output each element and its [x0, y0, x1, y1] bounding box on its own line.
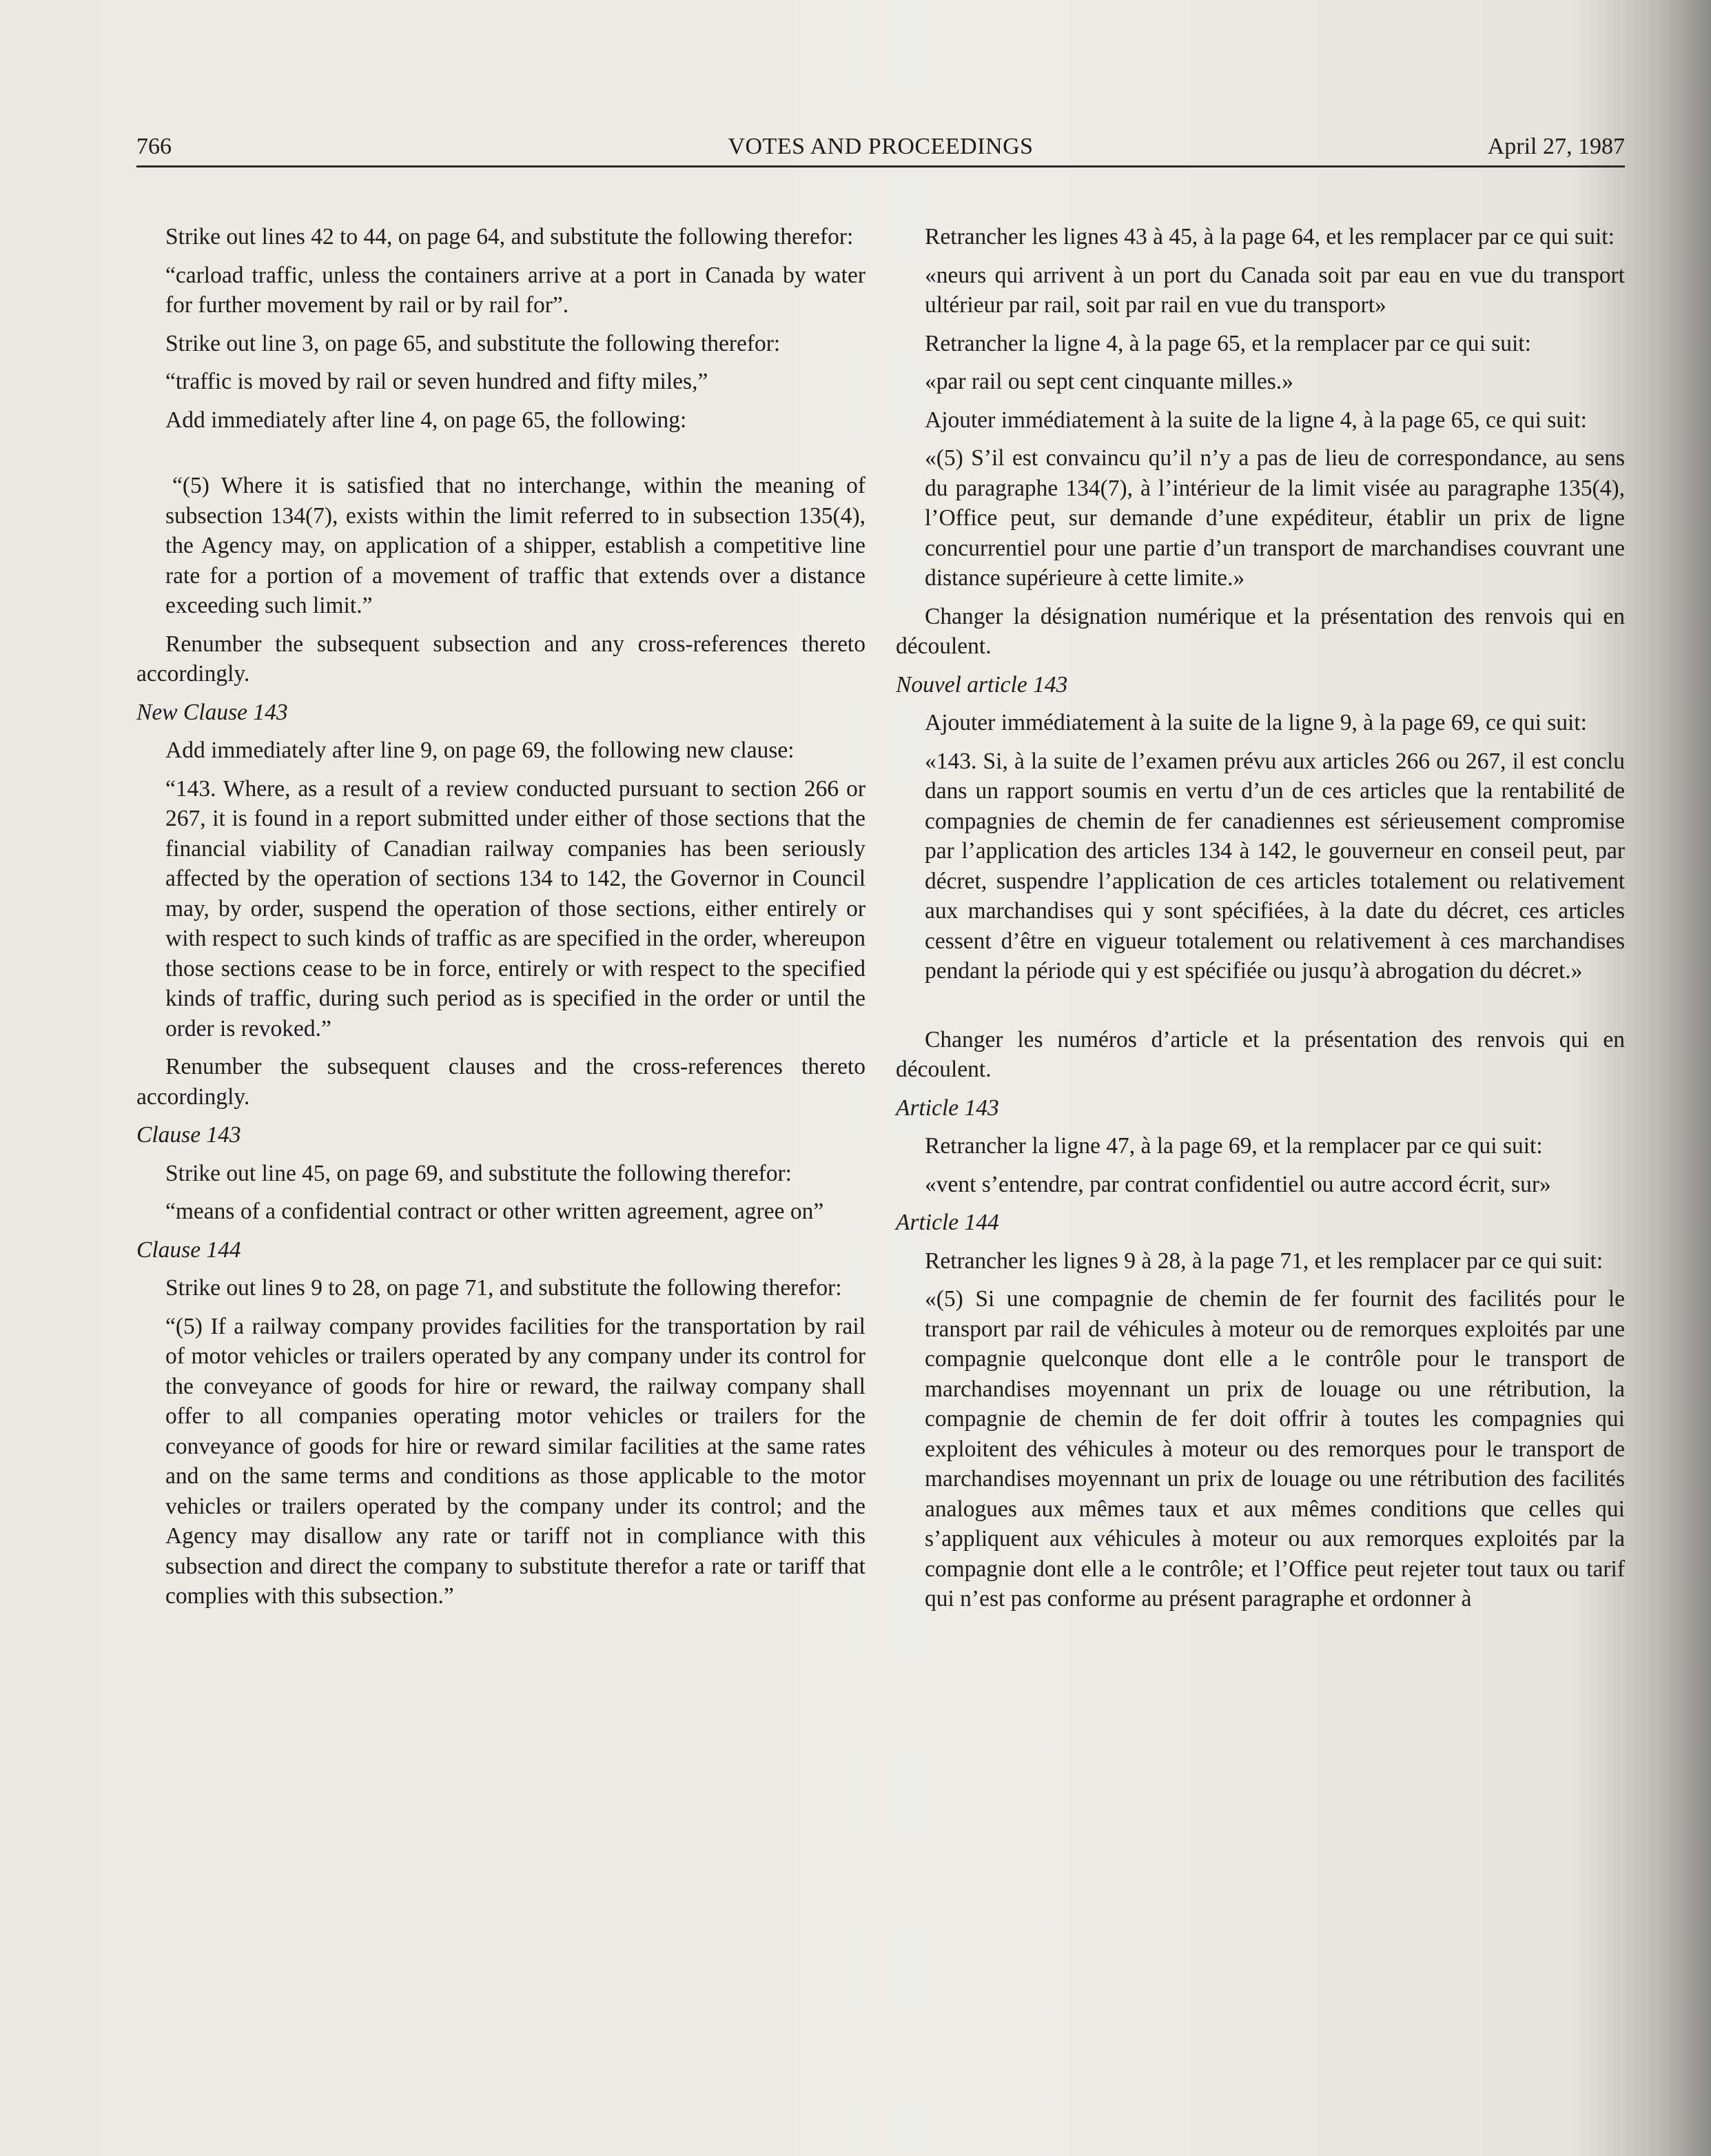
instruction-paragraph: Retrancher les lignes 9 à 28, à la page 71, et les remplacer par ce qui suit:: [925, 1248, 1604, 1274]
section-heading: New Clause 143: [136, 699, 288, 725]
quoted-text: «(5) S’il est convaincu qu’il n’y a pas de lieu de correspondance, au sens du paragraphe 134(7), à l’intérieur de la limit visée au paragraphe 135(4), l’Office peut, sur demande d’une expéditeur, établir un prix de ligne concurrentiel pour une partie d’un transport de marchandises couvrant une distance supérieure à cette limite.»: [925, 445, 1625, 591]
quoted-text: «par rail ou sept cent cinquante milles.»: [925, 369, 1293, 394]
instruction-paragraph: Add immediately after line 4, on page 65, the following:: [165, 407, 687, 433]
section-heading: Nouvel article 143: [896, 671, 1068, 698]
quoted-text: «vent s’entendre, par contrat confidentiel ou autre accord écrit, sur»: [925, 1171, 1551, 1197]
page-number: 766: [136, 134, 172, 159]
quoted-text: “(5) Where it is satisfied that no interchange, within the meaning of subsection 134(7), exists within the limit referred to in subsection 135(4), the Agency may, on application of a shipper, establish a competitive line rate for a portion of a movement of traffic that extends over a distance exceeding such limit.”: [165, 473, 865, 618]
spacer: [136, 443, 865, 471]
instruction-paragraph: Renumber the subsequent subsection and any cross-references thereto accordingly.: [136, 631, 865, 687]
instruction-paragraph: Changer les numéros d’article et la présentation des renvois qui en découlent.: [896, 1026, 1625, 1082]
instruction-paragraph: Retrancher la ligne 4, à la page 65, et la remplacer par ce qui suit:: [925, 330, 1531, 356]
instruction-paragraph: Add immediately after line 9, on page 69, the following new clause:: [165, 738, 795, 763]
quoted-text: “means of a confidential contract or other written agreement, agree on”: [165, 1199, 824, 1224]
section-heading: Clause 143: [136, 1122, 241, 1148]
quoted-text: «143. Si, à la suite de l’examen prévu aux articles 266 ou 267, il est conclu dans un rapport soumis en vertu d’un de ces articles que la rentabilité de compagnies de chemin de fer canadiennes est sérieusement compromise par l’application des articles 134 à 142, le gouverneur en conseil peut, par décret, suspendre l’application de ces articles totalement ou relativement aux marchandises qui y sont spécifiées, à la date du décret, ces articles cessent d’être en vigueur totalement ou relativement à ces marchandises pendant la période qui y est spécifiée ou jusqu’à abrogation du décret.»: [925, 748, 1625, 984]
instruction-paragraph: Retrancher les lignes 43 à 45, à la page 64, et les remplacer par ce qui suit:: [925, 224, 1615, 250]
quoted-text: «(5) Si une compagnie de chemin de fer fournit des facilités pour le transport par rail de véhicules à moteur ou de remorques exploités par une compagnie quelconque dont elle a le contrôle pour le transport de marchandises moyennant un prix de louage ou une rétribution, la compagnie de chemin de fer doit offrir à toutes les compagnies qui exploitent des véhicules à moteur ou des remorques pour le transport de marchandises moyennant un prix de louage ou une rétribution des facilités analogues aux mêmes taux et aux mêmes conditions que celles qui s’appliquent aux véhicules à moteur ou aux remorques exploités par la compagnie dont elle a le contrôle; et l’Office peut rejeter tout taux ou tarif qui n’est pas conforme au présent paragraphe et ordonner à: [925, 1286, 1625, 1611]
instruction-paragraph: Strike out lines 42 to 44, on page 64, and substitute the following therefor:: [165, 224, 854, 250]
publication-title: VOTES AND PROCEEDINGS: [728, 134, 1034, 159]
instruction-paragraph: Strike out line 45, on page 69, and substitute the following therefor:: [165, 1160, 792, 1186]
spacer: [896, 995, 1625, 1025]
instruction-paragraph: Strike out lines 9 to 28, on page 71, and substitute the following therefor:: [165, 1275, 842, 1301]
instruction-paragraph: Ajouter immédiatement à la suite de la ligne 4, à la page 65, ce qui suit:: [925, 407, 1587, 433]
instruction-paragraph: Renumber the subsequent clauses and the cross-references thereto accordingly.: [136, 1054, 865, 1110]
quoted-text: «neurs qui arrivent à un port du Canada soit par eau en vue du transport ultérieur par rail, soit par rail en vue du transport»: [925, 262, 1625, 318]
section-heading: Article 143: [896, 1095, 999, 1121]
page-header: [136, 123, 1625, 167]
instruction-paragraph: Ajouter immédiatement à la suite de la ligne 9, à la page 69, ce qui suit:: [925, 710, 1587, 735]
instruction-paragraph: Strike out line 3, on page 65, and substitute the following therefor:: [165, 330, 781, 356]
section-heading: Article 144: [896, 1210, 999, 1235]
quoted-text: “(5) If a railway company provides facilities for the transportation by rail of motor vehicles or trailers operated by any company under its control for the conveyance of goods for hire or reward, the railway company shall offer to all companies operating motor vehicles or trailers for the conveyance of goods for hire or reward similar facilities at the same rates and on the same terms and conditions as those applicable to the motor vehicles or trailers operated by the company under its control; and the Agency may disallow any rate or tariff not in compliance with this subsection and direct the company to substitute therefor a rate or tariff that complies with this subsection.”: [165, 1313, 865, 1609]
quoted-text: “143. Where, as a result of a review conducted pursuant to section 266 or 267, it is found in a report submitted under either of those sections that the financial viability of Canadian railway companies has been seriously affected by the operation of sections 134 to 142, the Governor in Council may, by order, suspend the operation of those sections, either entirely or with respect to such kinds of traffic as are specified in the order, whereupon those sections cease to be in force, entirely or with respect to the specified kinds of traffic, during such period as is specified in the order or until the order is revoked.”: [165, 775, 865, 1041]
instruction-paragraph: Changer la désignation numérique et la présentation des renvois qui en découlent.: [896, 603, 1625, 659]
publication-date: April 27, 1987: [1487, 134, 1625, 159]
french-column: [896, 222, 1625, 1623]
section-heading: Clause 144: [136, 1237, 241, 1263]
quoted-text: “carload traffic, unless the containers arrive at a port in Canada by water for further movement by rail or by rail for”.: [165, 262, 865, 318]
quoted-text: “traffic is moved by rail or seven hundred and fifty miles,”: [165, 369, 708, 394]
english-column: [136, 222, 865, 1620]
instruction-paragraph: Retrancher la ligne 47, à la page 69, et la remplacer par ce qui suit:: [925, 1133, 1543, 1159]
